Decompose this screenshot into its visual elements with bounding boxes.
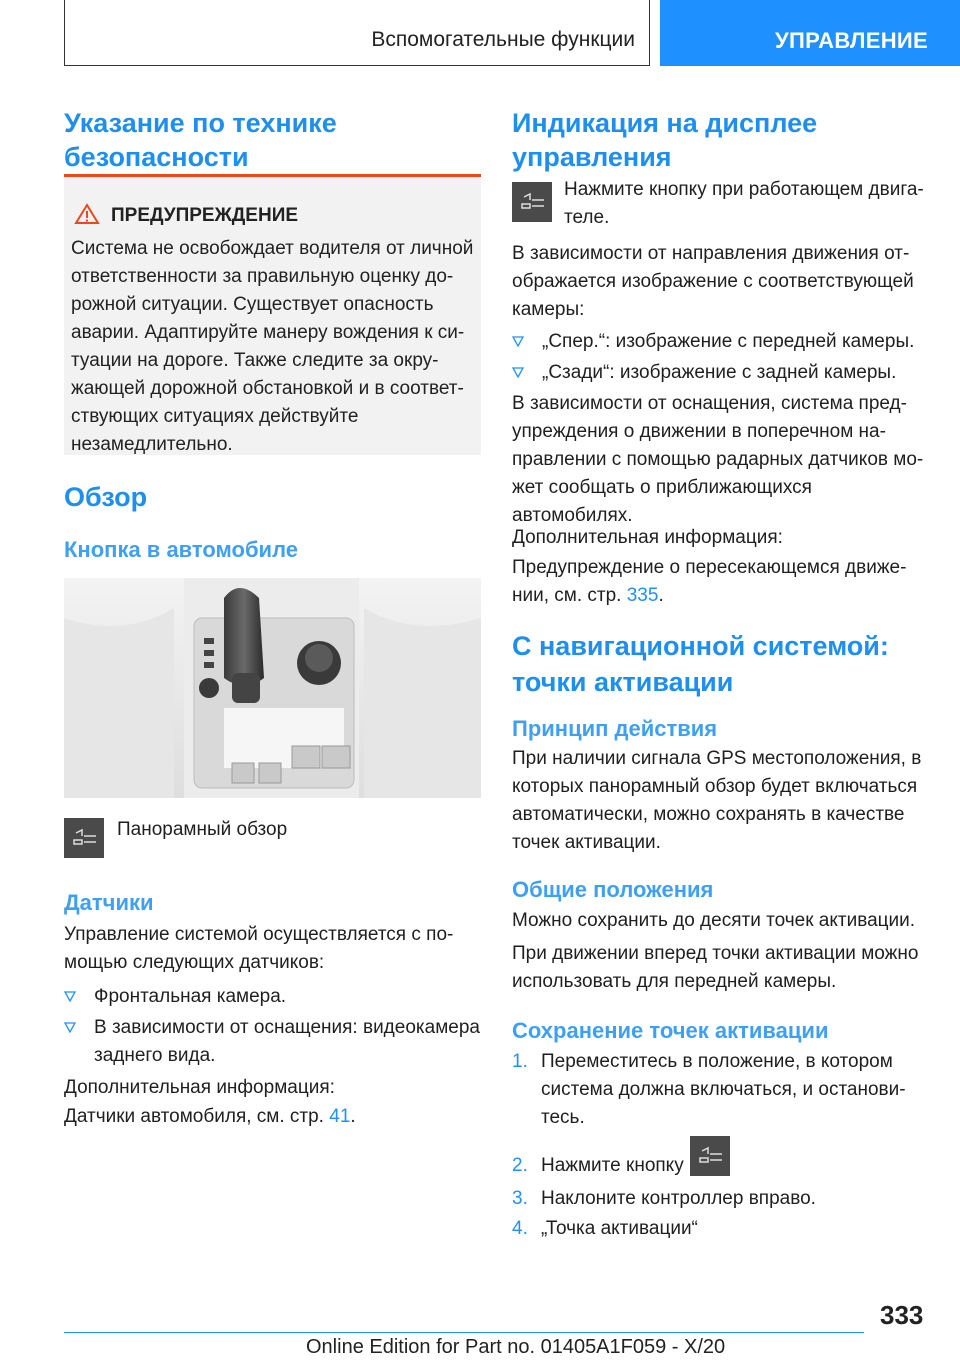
sensors-reference [64, 1103, 356, 1131]
sensors-text [64, 921, 453, 977]
equipment-line: правлении с помощью радарных датчиков мо- [512, 449, 924, 470]
warning-body [71, 235, 475, 459]
direction-line: камеры: [512, 299, 585, 320]
sensors-reference-text: Датчики автомобиля, см. стр. [64, 1106, 330, 1127]
panorama-camera-icon [64, 818, 104, 858]
page-link[interactable]: 335 [626, 585, 659, 606]
cross-traffic-reference [512, 554, 906, 610]
step-text: Нажмите кнопку [541, 1155, 684, 1176]
sensor-bullet-text [94, 1014, 480, 1070]
footer-divider [64, 1332, 864, 1333]
principle-line: автоматически, можно сохранять в качестве [512, 804, 905, 825]
safety-heading-line1: Указание по технике [64, 108, 337, 138]
step-number: 2. [512, 1155, 528, 1176]
camera-bullet-text: „Сзади“: изображение с задней камеры. [542, 362, 897, 383]
cross-traffic-line [512, 582, 906, 610]
triangle-bullet-icon [512, 366, 524, 378]
panorama-view-button [512, 182, 552, 222]
principle-line: которых панорамный обзор будет включаться [512, 776, 918, 797]
principle-line: При наличии сигнала GPS местоположения, в [512, 748, 922, 769]
camera-bullet-text: „Спер.“: изображение с передней камеры. [542, 331, 915, 352]
overview-heading: Обзор [64, 482, 148, 512]
panorama-view-button [64, 818, 104, 858]
display-heading-line2: управления [512, 142, 672, 172]
header-section-title: Вспомогательные функции [371, 28, 635, 51]
step-line: Переместитесь в положение, в котором [541, 1051, 893, 1072]
sensors-heading: Датчики [64, 890, 154, 915]
triangle-bullet-icon [64, 990, 76, 1002]
general-text: Можно сохранить до десяти точек активации. [512, 910, 916, 931]
press-button-line: Нажмите кнопку при работающем двига- [564, 179, 924, 200]
safety-heading [64, 106, 337, 174]
equipment-text [512, 390, 923, 530]
sensor-bullet-line: заднего вида. [94, 1045, 216, 1066]
step-text: „Точка активации“ [541, 1218, 698, 1239]
equipment-line: жет сообщать о приближающихся [512, 477, 812, 498]
warning-line: Система не освобождает водителя от личной [71, 238, 474, 259]
warning-triangle-icon [74, 203, 100, 225]
button-heading: Кнопка в автомобиле [64, 537, 298, 562]
warning-line: незамедлительно. [71, 434, 233, 455]
general-line: использовать для передней камеры. [512, 971, 837, 992]
equipment-line: В зависимости от оснащения, система пред- [512, 393, 907, 414]
press-button-text [564, 176, 924, 232]
press-button-line: теле. [564, 207, 610, 228]
warning-box [64, 174, 481, 455]
safety-heading-line2: безопасности [64, 142, 249, 172]
sensors-reference-end: . [350, 1106, 356, 1127]
warning-line: жающей дорожной обстановкой и в соответ- [71, 378, 464, 399]
warning-title: ПРЕДУПРЕЖДЕНИЕ [111, 205, 299, 226]
warning-line: рожной ситуации. Существует опасность [71, 294, 434, 315]
cross-traffic-line: Предупреждение о пересекающемся движе- [512, 557, 907, 578]
direction-line: В зависимости от направления движения от- [512, 243, 910, 264]
step-number: 4. [512, 1218, 528, 1239]
direction-text [512, 240, 914, 324]
principle-line: точек активации. [512, 832, 661, 853]
warning-line: ствующих ситуациях действуйте [71, 406, 359, 427]
display-heading-line1: Индикация на дисплее [512, 108, 818, 138]
save-heading: Сохранение точек активации [512, 1018, 829, 1043]
panorama-view-button [690, 1136, 730, 1176]
step-line: система должна включаться, и останови- [541, 1079, 906, 1100]
page-link[interactable]: 41 [329, 1106, 351, 1127]
equipment-line: автомобилях. [512, 505, 633, 526]
cross-traffic-text: нии, см. стр. [512, 585, 627, 606]
sensor-bullet-text: Фронтальная камера. [94, 986, 287, 1007]
page-number: 333 [880, 1300, 924, 1330]
panorama-camera-icon [690, 1136, 730, 1176]
principle-heading: Принцип действия [512, 716, 718, 741]
direction-line: ображается изображение с соответствующей [512, 271, 914, 292]
nav-heading-line1: С навигационной системой: [512, 631, 889, 661]
sensors-text-line: Управление системой осуществляется с по- [64, 924, 454, 945]
sensor-bullet-line: В зависимости от оснащения: видеокамера [94, 1017, 480, 1038]
panorama-camera-icon [512, 182, 552, 222]
more-info-label: Дополнительная информация: [512, 527, 783, 548]
equipment-line: упреждения о движении в поперечном на- [512, 421, 886, 442]
step-text: Наклоните контроллер вправо. [541, 1188, 816, 1209]
step-number: 3. [512, 1188, 528, 1209]
nav-heading-line2: точки активации [512, 667, 734, 697]
header-chapter-title: УПРАВЛЕНИЕ [775, 28, 928, 53]
panorama-caption: Панорамный обзор [117, 819, 288, 840]
display-heading [512, 106, 817, 174]
footer-text: Online Edition for Part no. 01405A1F059 - X/20 [306, 1336, 726, 1358]
header-section-box [64, 0, 650, 66]
center-console-photo [64, 578, 481, 798]
general-text-2 [512, 940, 918, 996]
triangle-bullet-icon [512, 335, 524, 347]
step-number: 1. [512, 1051, 528, 1072]
sensors-text-line: мощью следующих датчиков: [64, 952, 325, 973]
more-info-label: Дополнительная информация: [64, 1077, 335, 1098]
triangle-bullet-icon [64, 1021, 76, 1033]
warning-line: ответственности за правильную оценку до- [71, 266, 454, 287]
nav-heading [512, 628, 889, 700]
cross-traffic-end: . [658, 585, 664, 606]
general-heading: Общие положения [512, 877, 714, 902]
warning-line: туации на дороге. Также следите за окру- [71, 350, 439, 371]
step-line: тесь. [541, 1107, 585, 1128]
general-line: При движении вперед точки активации можно [512, 943, 919, 964]
header-chapter-box [660, 0, 960, 66]
step-text [541, 1048, 906, 1132]
principle-text [512, 745, 921, 857]
warning-line: аварии. Адаптируйте манеру вождения к си- [71, 322, 465, 343]
